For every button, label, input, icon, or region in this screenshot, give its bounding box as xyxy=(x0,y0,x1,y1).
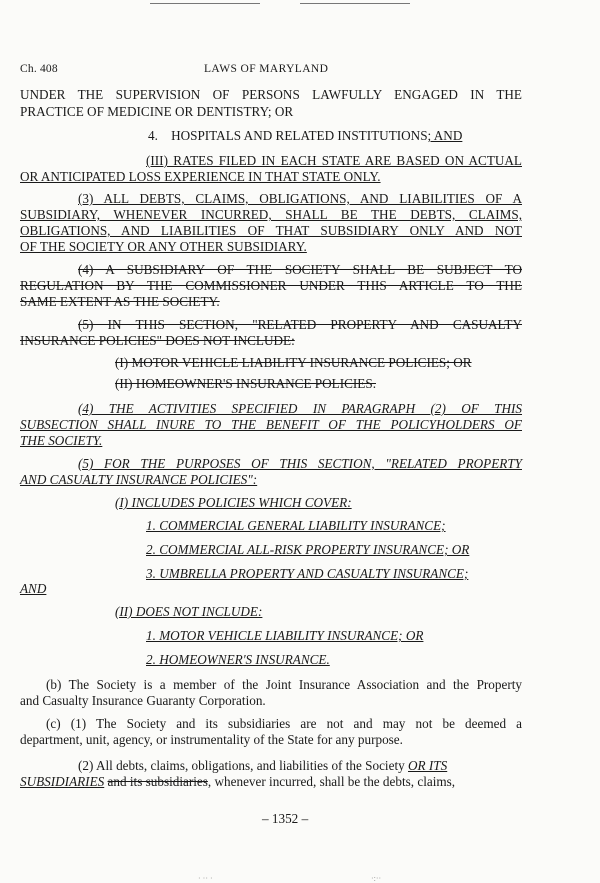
text-line: UNDER THE SUPERVISION OF PERSONS LAWFULLY ENGAGED IN THE xyxy=(20,87,522,102)
running-title: LAWS OF MARYLAND xyxy=(204,63,329,75)
inserted-italic-line: (5) FOR THE PURPOSES OF THIS SECTION, "RELATED PROPERTY xyxy=(78,456,522,471)
plain-text: , whenever incurred, shall be the debts, claims, xyxy=(207,774,456,789)
inserted-italic-line: 2. COMMERCIAL ALL-RISK PROPERTY INSURANCE; OR xyxy=(146,542,470,557)
struck-line: (5) IN THIS SECTION, "RELATED PROPERTY AND CASUALTY xyxy=(78,317,522,332)
inserted-italic-line: SUBSECTION SHALL INURE TO THE BENEFIT OF THE POLICYHOLDERS OF xyxy=(20,417,522,432)
struck-line: REGULATION BY THE COMMISSIONER UNDER THIS ARTICLE TO THE xyxy=(20,278,522,293)
scan-edge-line xyxy=(150,3,260,4)
inserted-italic-line: (II) DOES NOT INCLUDE: xyxy=(115,604,263,619)
struck-line: INSURANCE POLICIES" DOES NOT INCLUDE: xyxy=(20,333,295,348)
paragraph-c-line: (c) (1) The Society and its subsidiaries are not and may not be deemed a xyxy=(46,716,522,731)
inserted-italic-line: 3. UMBRELLA PROPERTY AND CASUALTY INSURANCE; xyxy=(146,566,469,581)
inserted-italic-line: AND CASUALTY INSURANCE POLICIES": xyxy=(20,472,258,487)
inserted-line: SUBSIDIARY, WHENEVER INCURRED, SHALL BE THE DEBTS, CLAIMS, xyxy=(20,207,522,222)
inserted-italic-line: 2. HOMEOWNER'S INSURANCE. xyxy=(146,652,330,667)
inserted-text: OR ITS xyxy=(408,758,448,773)
paragraph-c2-line xyxy=(20,774,455,790)
plain-text: (2) All debts, claims, obligations, and liabilities of the Society xyxy=(78,758,409,773)
inserted-line: (III) RATES FILED IN EACH STATE ARE BASED ON ACTUAL xyxy=(146,153,522,168)
inserted-line: (3) ALL DEBTS, CLAIMS, OBLIGATIONS, AND LIABILITIES OF A xyxy=(78,191,522,206)
text-line: PRACTICE OF MEDICINE OR DENTISTRY; OR xyxy=(20,104,294,119)
inserted-text: ; AND xyxy=(427,128,463,143)
item-text: HOSPITALS AND RELATED INSTITUTIONS xyxy=(171,128,428,143)
inserted-italic-line: (4) THE ACTIVITIES SPECIFIED IN PARAGRAPH (2) OF THIS xyxy=(78,401,522,416)
struck-line: (II) HOMEOWNER'S INSURANCE POLICIES. xyxy=(115,376,376,391)
inserted-italic-line: (I) INCLUDES POLICIES WHICH COVER: xyxy=(115,495,352,510)
inserted-italic-line: AND xyxy=(20,581,47,596)
struck-line: (4) A SUBSIDIARY OF THE SOCIETY SHALL BE SUBJECT TO xyxy=(78,262,522,277)
inserted-line: OBLIGATIONS, AND LIABILITIES OF THAT SUBSIDIARY ONLY AND NOT xyxy=(20,223,522,238)
page-number: – 1352 – xyxy=(262,811,309,826)
struck-line: (I) MOTOR VEHICLE LIABILITY INSURANCE POLICIES; OR xyxy=(115,355,472,370)
scan-speckle: ·:·· xyxy=(371,874,382,883)
inserted-italic-line: 1. MOTOR VEHICLE LIABILITY INSURANCE; OR xyxy=(146,628,424,643)
inserted-italic-line: THE SOCIETY. xyxy=(20,433,103,448)
inserted-line: OR ANTICIPATED LOSS EXPERIENCE IN THAT STATE ONLY. xyxy=(20,169,381,184)
paragraph-c2-line xyxy=(78,758,447,774)
inserted-text: SUBSIDIARIES xyxy=(20,774,105,789)
list-item-4 xyxy=(148,128,462,144)
struck-text: and its subsidiaries xyxy=(107,774,208,789)
paragraph-b-line: (b) The Society is a member of the Joint Insurance Association and the Property xyxy=(46,677,522,692)
item-number: 4. xyxy=(148,128,158,143)
scan-speckle: · ·· · xyxy=(198,874,213,883)
inserted-line: OF THE SOCIETY OR ANY OTHER SUBSIDIARY. xyxy=(20,239,307,254)
scan-edge-line xyxy=(300,3,410,4)
paragraph-c-line: department, unit, agency, or instrumentality of the State for any purpose. xyxy=(20,732,403,747)
inserted-italic-line: 1. COMMERCIAL GENERAL LIABILITY INSURANCE; xyxy=(146,518,446,533)
paragraph-b-line: and Casualty Insurance Guaranty Corporation. xyxy=(20,693,266,708)
chapter-number: Ch. 408 xyxy=(20,63,58,75)
struck-line: SAME EXTENT AS THE SOCIETY. xyxy=(20,294,220,309)
